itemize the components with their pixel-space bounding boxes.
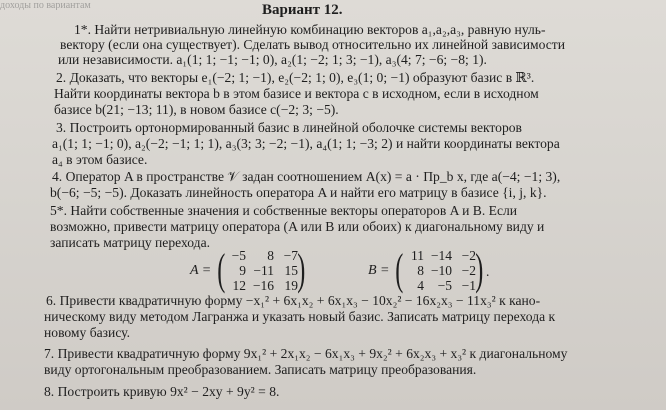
left-paren-icon: (	[395, 245, 404, 294]
matrix-a-cell: 8	[267, 248, 274, 263]
matrix-b-cell: 8	[417, 263, 424, 278]
left-paren-icon: (	[217, 245, 226, 294]
right-paren-icon: )	[297, 245, 306, 294]
task-1-line-3: или независимости. a₁(1; 1; −1; −1; 0), a₂(1; −2; 1; 3; −1), a₃(4; 7; −6; −8; 1).	[58, 52, 487, 67]
task-6-line-2: ническому виду методом Лагранжа и указать новый базис. Записать матрицу перехода к	[44, 309, 556, 324]
task-4-line-2: b(−6; −5; −5). Доказать линейность оператора A и найти его матрицу в базисе {i, j, k}.	[50, 185, 547, 200]
matrix-b-grid	[400, 248, 476, 293]
matrix-a-cell: −7	[283, 248, 298, 263]
task-7-line-1: 7. Привести квадратичную форму 9x₁² + 2x₁x₂ − 6x₁x₃ + 9x₂² + 6x₂x₃ + x₃² к диагональному	[44, 346, 568, 361]
task-3-line-1: 3. Построить ортонормированный базис в линейной оболочке системы векторов	[56, 120, 522, 135]
matrix-b-cell: −10	[430, 263, 452, 278]
matrix-a	[217, 245, 306, 294]
task-1-line-2: вектору (если она существует). Сделать вывод относительно их линейной зависимости	[60, 37, 565, 52]
matrix-a-cell: 19	[284, 278, 298, 293]
task-2-line-1: 2. Доказать, что векторы e₁(−2; 1; −1), e₂(−2; 1; 0), e₃(1; 0; −1) образуют базис в ℝ³.	[56, 70, 535, 85]
matrix-a-cell: 12	[232, 278, 246, 293]
matrix-a-cell: 15	[284, 263, 298, 278]
matrix-b-cell: −2	[461, 263, 476, 278]
matrix-a-label: A =	[190, 263, 212, 278]
task-3-line-2: a₁(1; 1; −1; 0), a₂(−2; −1; 1; 1), a₃(3; 3; −2; −1), a₄(1; 1; −3; 2) и найти координаты вектора	[52, 136, 560, 151]
task-6-line-3: новому базису.	[44, 325, 131, 340]
matrix-b-trailer: .	[486, 264, 490, 279]
matrix-b-cell: −5	[437, 278, 452, 293]
matrix-b-cell: −2	[461, 248, 476, 263]
task-6-line-1: 6. Привести квадратичную форму −x₁² + 6x₁x₂ + 6x₁x₃ − 10x₂² − 16x₂x₃ − 11x₃² к кано-	[46, 293, 541, 308]
task-1-line-1: 1*. Найти нетривиальную линейную комбинацию векторов a₁,a₂,a₃, равную нуль-	[74, 22, 546, 37]
task-2-line-2: Найти координаты вектора b в этом базисе и вектора c в исходном, если в исходном	[54, 86, 539, 101]
task-5-line-2: возможно, привести матрицу оператора (A или B или обоих) к диагональному виду и	[50, 219, 545, 234]
matrix-b-cell: −1	[461, 278, 476, 293]
matrix-b-cell: 11	[411, 248, 424, 263]
page-title: Вариант 12.	[262, 2, 343, 18]
right-paren-icon: )	[475, 245, 484, 294]
matrix-a-grid	[222, 248, 298, 293]
matrix-b-label: B =	[368, 263, 390, 278]
task-8-line-1: 8. Построить кривую 9x² − 2xy + 9y² = 8.	[44, 384, 280, 399]
matrix-a-cell: −5	[231, 248, 246, 263]
task-2-line-3: базисе b(21; −13; 11), в новом базисе c(−2; 3; −5).	[54, 102, 339, 117]
task-3-line-3: a₄ в этом базисе.	[52, 152, 148, 167]
matrix-b	[395, 245, 490, 294]
matrix-b-cell: −14	[430, 248, 452, 263]
task-4-line-1: 4. Оператор A в пространстве 𝒱 задан соотношением A(x) = a · Пр_b x, где a(−4; −1; 3),	[52, 169, 561, 184]
matrix-a-cell: −16	[252, 278, 274, 293]
matrix-a-cell: 9	[239, 263, 246, 278]
task-5-line-3: записать матрицу перехода.	[50, 235, 211, 250]
matrix-b-cell: 4	[417, 278, 424, 293]
task-5-matrices	[190, 246, 550, 296]
task-7-line-2: виду ортогональным преобразованием. Записать матрицу преобразования.	[44, 362, 477, 377]
task-5-line-1: 5*. Найти собственные значения и собственные векторы операторов A и B. Если	[50, 203, 518, 218]
cropped-header-fragment: доходы по вариантам	[0, 0, 91, 10]
matrix-a-cell: −11	[253, 263, 274, 278]
